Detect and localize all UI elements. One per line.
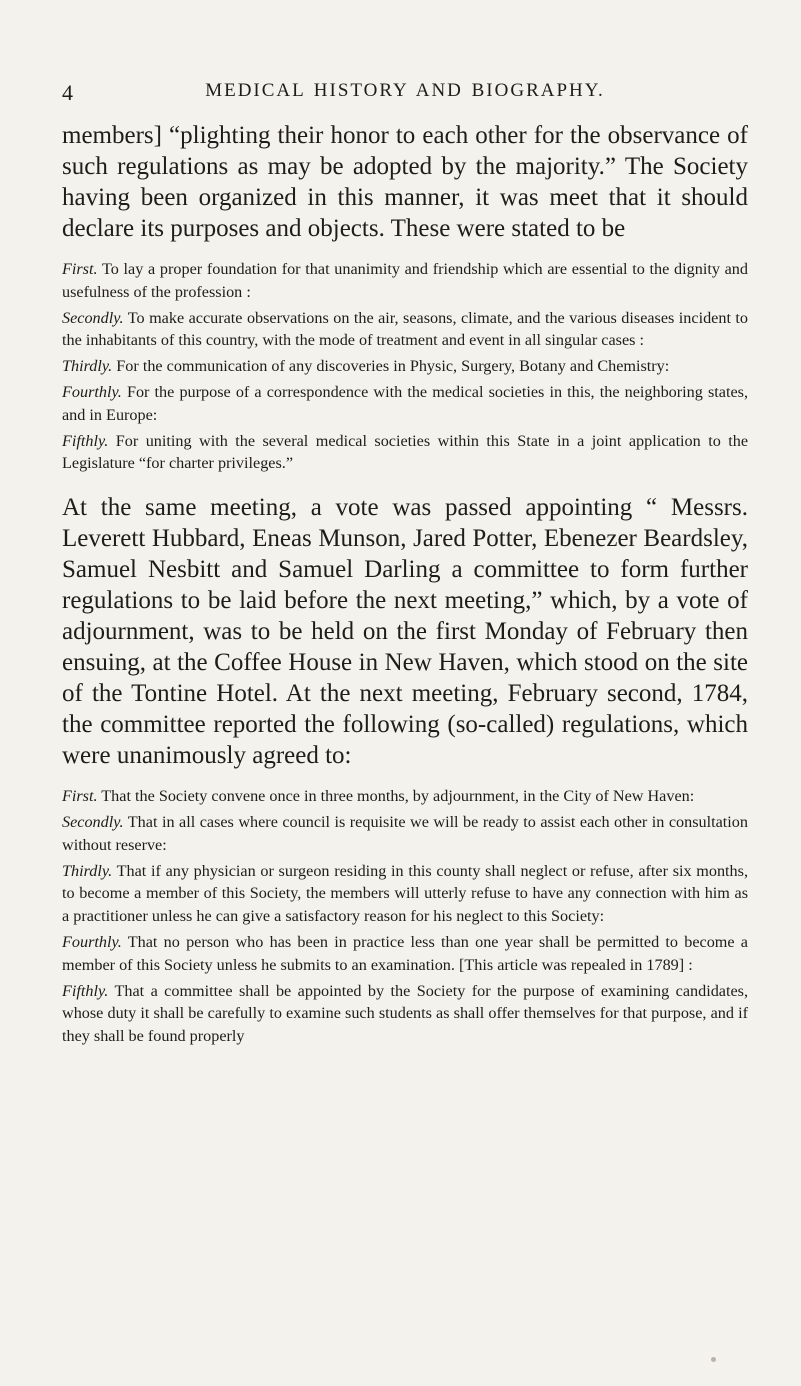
page-header (62, 80, 748, 110)
regulation-item (62, 980, 748, 1048)
item-lead: Thirdly. (62, 861, 113, 880)
item-lead: Secondly. (62, 308, 124, 327)
item-lead: Fourthly. (62, 382, 122, 401)
purpose-item (62, 430, 748, 476)
purpose-item (62, 258, 748, 304)
regulation-item (62, 931, 748, 977)
item-text: For the communication of any discoveries in Physic, Surgery, Botany and Chemistry: (116, 357, 670, 376)
item-lead: Fourthly. (62, 932, 122, 951)
item-text: For uniting with the several medical societies within this State in a joint application to the Legislature “for charter privileges.” (62, 431, 749, 473)
regulation-item (62, 785, 748, 808)
regulation-item (62, 860, 748, 928)
item-text: For the purpose of a correspondence with the medical societies in this, the neighboring states, and in Europe: (62, 382, 748, 424)
item-text: That the Society convene once in three months, by adjournment, in the City of New Haven: (101, 787, 695, 806)
purpose-item (62, 307, 748, 353)
page-number: 4 (62, 80, 74, 105)
item-lead: Fifthly. (62, 981, 109, 1000)
item-text: To lay a proper foundation for that unanimity and friendship which are essential to the dignity and usefulness of the profession : (62, 260, 748, 301)
item-text: That no person who has been in practice less than one year shall be permitted to become a member of this Society unless he submits to an examination. [This article was repealed in 1789] : (62, 932, 748, 974)
item-text: To make accurate observations on the air, seasons, climate, and the various diseases incident to the inhabitants of this country, with the mode of treatment and event in all singular cases : (62, 308, 748, 350)
item-text: That a committee shall be appointed by the Society for the purpose of examining candidates, whose duty it shall be carefully to examine such students as shall offer themselves for that purpose, and if they shall be found properly (62, 981, 749, 1046)
page-body (62, 120, 748, 1051)
item-text: That in all cases where council is requisite we will be ready to assist each other in consultation without reserve: (62, 812, 748, 854)
purpose-item (62, 355, 748, 378)
item-lead: Fifthly. (62, 431, 109, 450)
item-lead: Thirdly. (62, 357, 113, 376)
item-text: That if any physician or surgeon residing in this county shall neglect or refuse, after six months, to become a member of this Society, the members will utterly refuse to have any connection with him as a practitioner unless he can give a satisfactory reason for his neglect to this Society: (62, 861, 748, 926)
regulations-list (62, 785, 748, 1048)
meeting-paragraph: At the same meeting, a vote was passed appointing “ Messrs. Leverett Hubbard, Eneas Munson, Jared Potter, Ebenezer Beardsley, Samuel Nesbitt and Samuel Darling a committee to form further regulations to be laid before the next meeting,” which, by a vote of adjournment, was to be held on the first Monday of February then ensuing, at the Coffee House in New Haven, which stood on the site of the Tontine Hotel. At the next meeting, February second, 1784, the committee reported the following (so-called) regulations, which were unanimously agreed to: (62, 494, 748, 770)
ink-speck (711, 1357, 716, 1362)
running-title: MEDICAL HISTORY AND BIOGRAPHY. (205, 80, 605, 101)
item-lead: Secondly. (62, 812, 124, 831)
purpose-item (62, 381, 748, 427)
intro-paragraph: members] “plighting their honor to each other for the observance of such regulations as may be adopted by the majority.” The Society having been organized in this manner, it was meet that it should declare its purposes and objects. These were stated to be (62, 122, 748, 242)
purposes-list (62, 258, 748, 475)
item-lead: First. (62, 787, 98, 806)
item-lead: First. (62, 260, 98, 278)
regulation-item (62, 811, 748, 857)
